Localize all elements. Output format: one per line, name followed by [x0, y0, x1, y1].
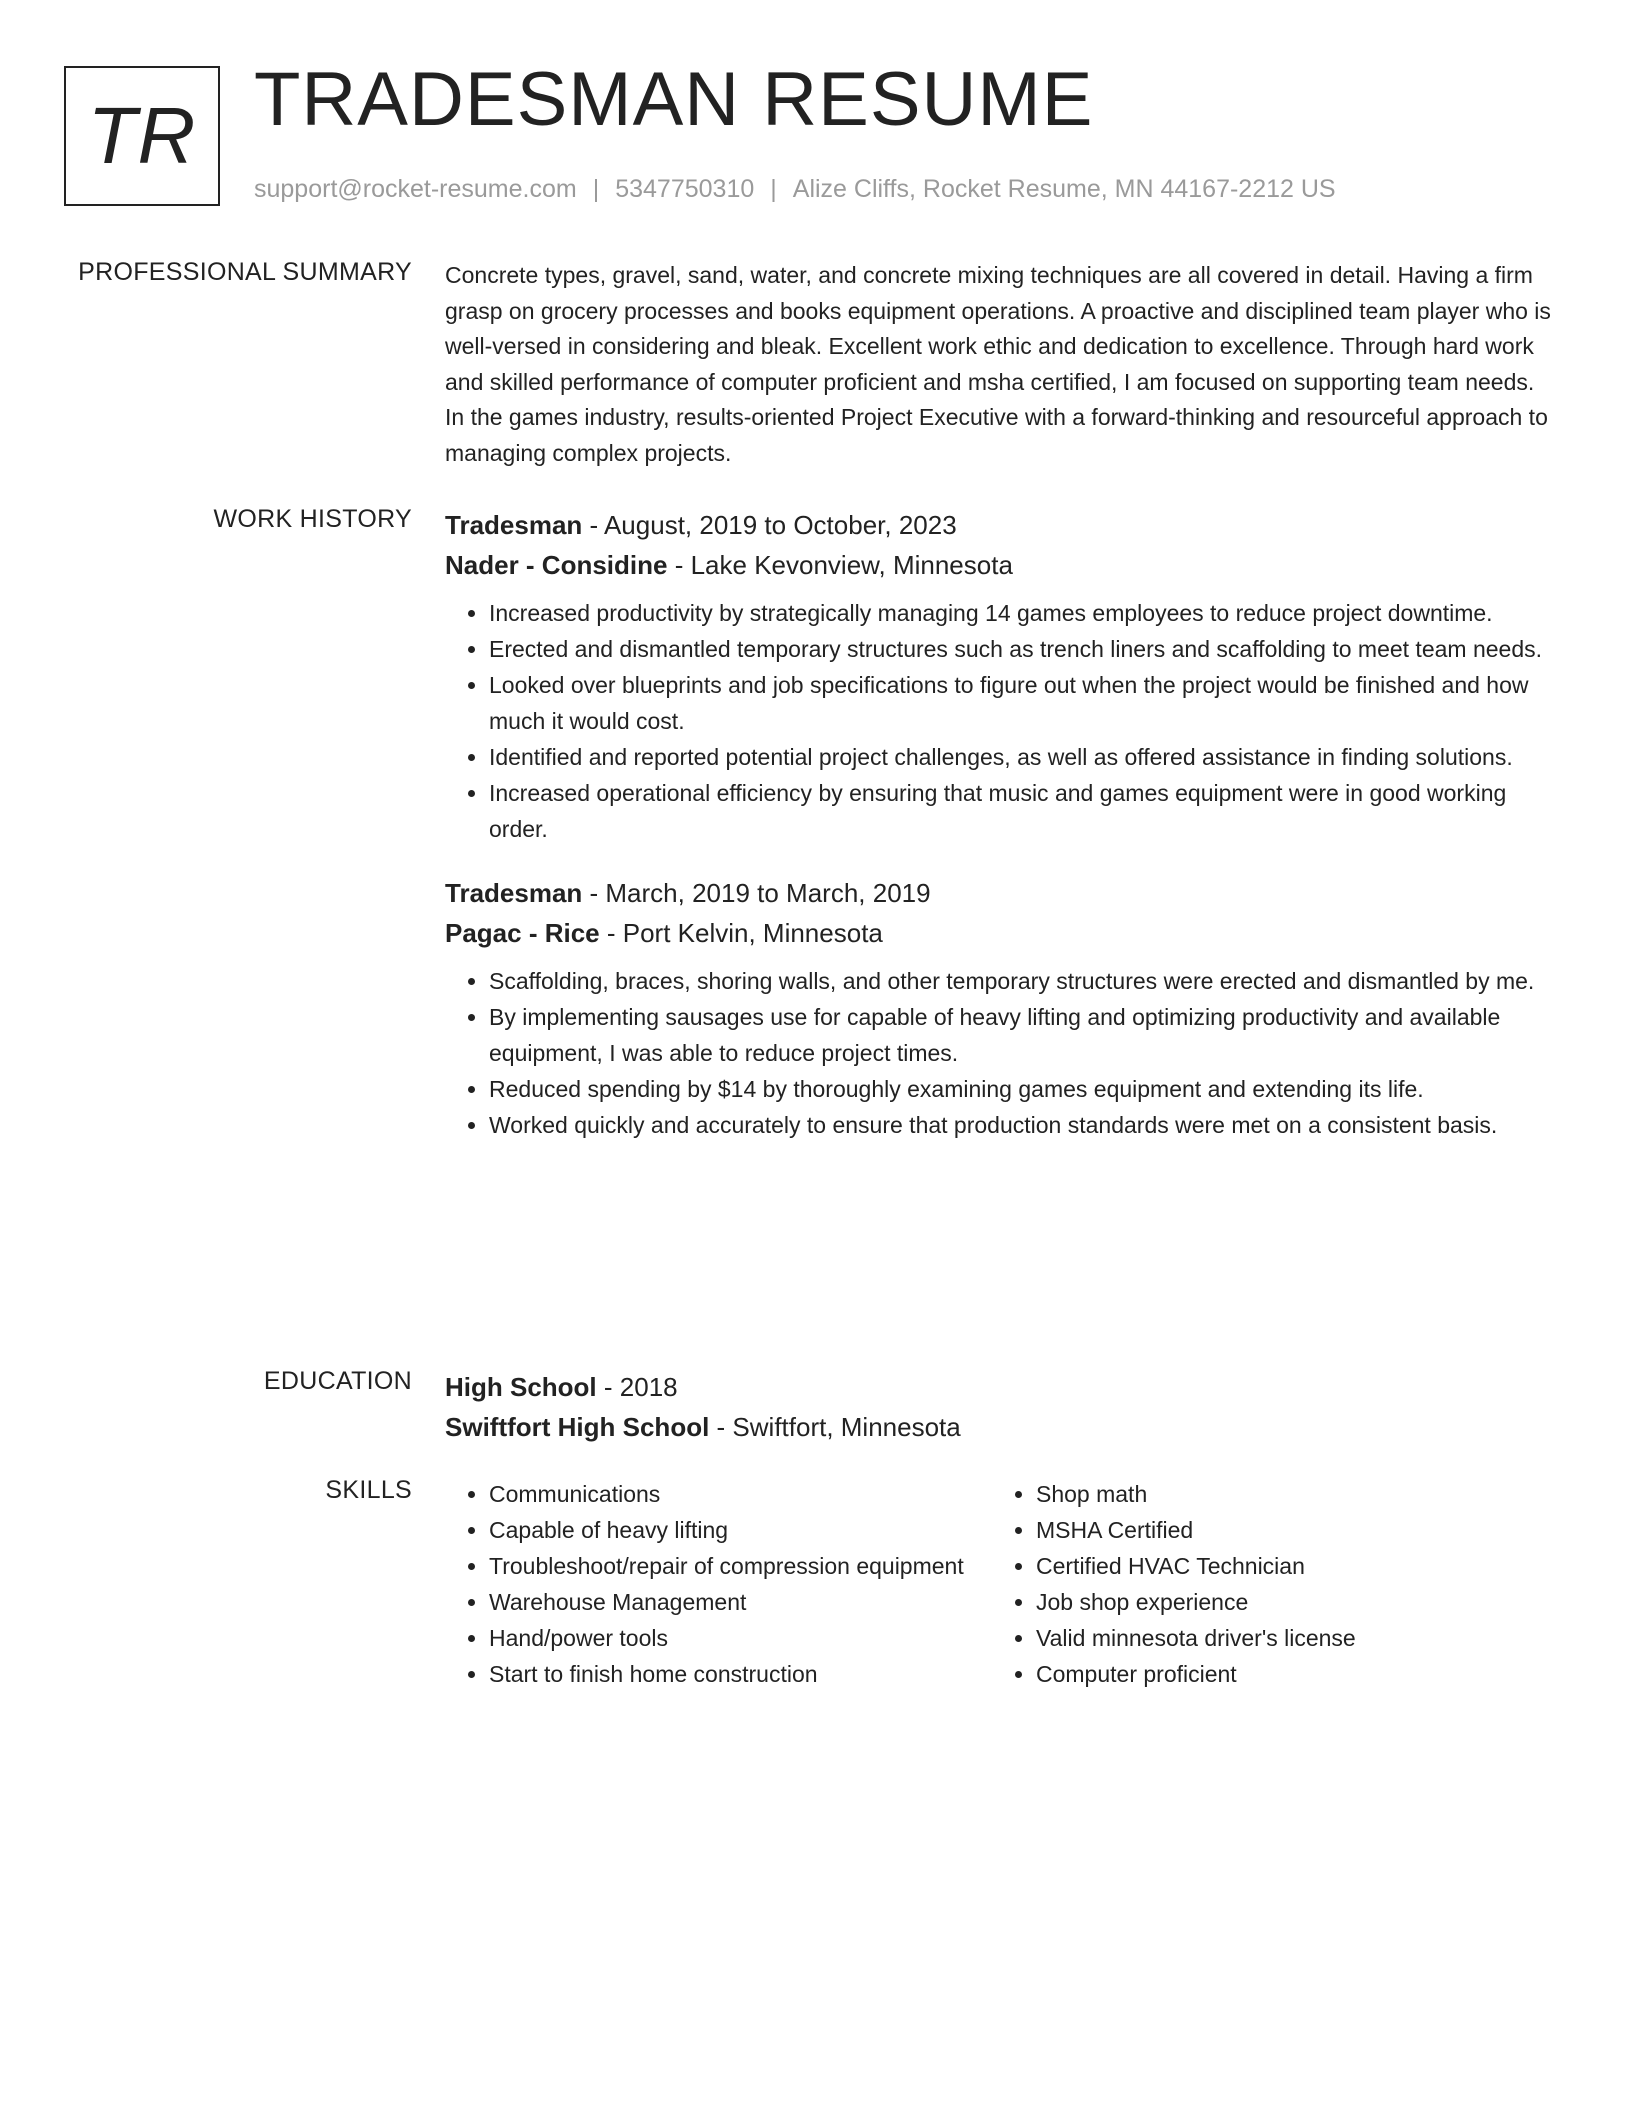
summary-text: Concrete types, gravel, sand, water, and concrete mixing techniques are all covered in detail. Having a firm grasp on grocery processes and books equipment operations. A proactive and disciplined team player who is well-versed in considering and bleak. Excellent work ethic and dedication to excellence. Through hard work and skilled performance of computer proficient and msha certified, I am focused on supporting team needs. In the games industry, results-oriented Project Executive with a forward-thinking and resourceful approach to managing complex projects. — [445, 262, 1551, 466]
job-title-line — [445, 873, 1555, 913]
contact-email: support@rocket-resume.com — [254, 175, 577, 203]
contact-line — [254, 175, 1336, 204]
skills-column-right — [992, 1476, 1539, 1692]
skill-item: • Troubleshoot/repair of compression equipment — [489, 1548, 992, 1584]
skill-item: • Valid minnesota driver's license — [1036, 1620, 1539, 1656]
skills-label: SKILLS — [325, 1476, 412, 1504]
contact-address: Alize Cliffs, Rocket Resume, MN 44167-2212 US — [792, 175, 1336, 203]
list-item: • Reduced spending by $14 by thoroughly examining games equipment and extending its life. — [489, 1071, 1555, 1107]
education-degree-line — [445, 1367, 1555, 1407]
skill-item: • Capable of heavy lifting — [489, 1512, 992, 1548]
job-entry — [445, 873, 1555, 1143]
contact-separator: | — [592, 175, 600, 203]
job-bullets — [445, 595, 1555, 847]
list-item: • Worked quickly and accurately to ensure that production standards were met on a consistent basis. — [489, 1107, 1555, 1143]
skill-item: • MSHA Certified — [1036, 1512, 1539, 1548]
education-degree: High School — [445, 1372, 597, 1402]
education-label: EDUCATION — [263, 1367, 412, 1395]
skill-item: • Computer proficient — [1036, 1656, 1539, 1692]
job-company: Pagac - Rice — [445, 918, 600, 948]
job-company-line — [445, 913, 1555, 953]
skill-item: • Warehouse Management — [489, 1584, 992, 1620]
skill-item: • Communications — [489, 1476, 992, 1512]
job-title: Tradesman — [445, 510, 583, 540]
job-location: - Port Kelvin, Minnesota — [599, 918, 883, 948]
skills-column-left — [445, 1476, 992, 1692]
list-item: • Scaffolding, braces, shoring walls, and other temporary structures were erected and dismantled by me. — [489, 963, 1555, 999]
work-history-content — [445, 505, 1555, 1143]
list-item: • Increased operational efficiency by ensuring that music and games equipment were in good working order. — [489, 775, 1555, 847]
summary-label: PROFESSIONAL SUMMARY — [78, 258, 412, 286]
monogram-text: TR — [87, 91, 197, 180]
education-location: - Swiftfort, Minnesota — [709, 1412, 961, 1442]
contact-separator: | — [770, 175, 777, 203]
list-item: • By implementing sausages use for capable of heavy lifting and optimizing productivity and available equipment, I was able to reduce project times. — [489, 999, 1555, 1071]
skill-item: • Start to finish home construction — [489, 1656, 992, 1692]
job-bullets — [445, 963, 1555, 1143]
job-dates: - August, 2019 to October, 2023 — [582, 510, 957, 540]
job-company: Nader - Considine — [445, 550, 668, 580]
job-entry — [445, 505, 1555, 847]
education-school-line — [445, 1407, 1555, 1447]
job-title-line — [445, 505, 1555, 545]
skill-item: • Shop math — [1036, 1476, 1539, 1512]
monogram-box — [64, 66, 220, 206]
job-dates: - March, 2019 to March, 2019 — [582, 878, 931, 908]
job-company-line — [445, 545, 1555, 585]
job-location: - Lake Kevonview, Minnesota — [667, 550, 1013, 580]
education-content — [445, 1367, 1555, 1447]
skills-grid — [445, 1476, 1555, 1692]
job-title: Tradesman — [445, 878, 583, 908]
list-item: • Looked over blueprints and job specifications to figure out when the project would be finished and how much it would cost. — [489, 667, 1555, 739]
skill-item: • Certified HVAC Technician — [1036, 1548, 1539, 1584]
list-item: • Identified and reported potential project challenges, as well as offered assistance in finding solutions. — [489, 739, 1555, 775]
work-history-label: WORK HISTORY — [213, 505, 412, 533]
education-school: Swiftfort High School — [445, 1412, 710, 1442]
skill-item: • Job shop experience — [1036, 1584, 1539, 1620]
skill-item: • Hand/power tools — [489, 1620, 992, 1656]
contact-phone: 5347750310 — [615, 175, 755, 203]
education-year: - 2018 — [596, 1372, 678, 1402]
skills-content — [445, 1476, 1555, 1692]
list-item: • Increased productivity by strategically managing 14 games employees to reduce project downtime. — [489, 595, 1555, 631]
resume-title: TRADESMAN RESUME — [254, 57, 1094, 142]
list-item: • Erected and dismantled temporary structures such as trench liners and scaffolding to meet team needs. — [489, 631, 1555, 667]
